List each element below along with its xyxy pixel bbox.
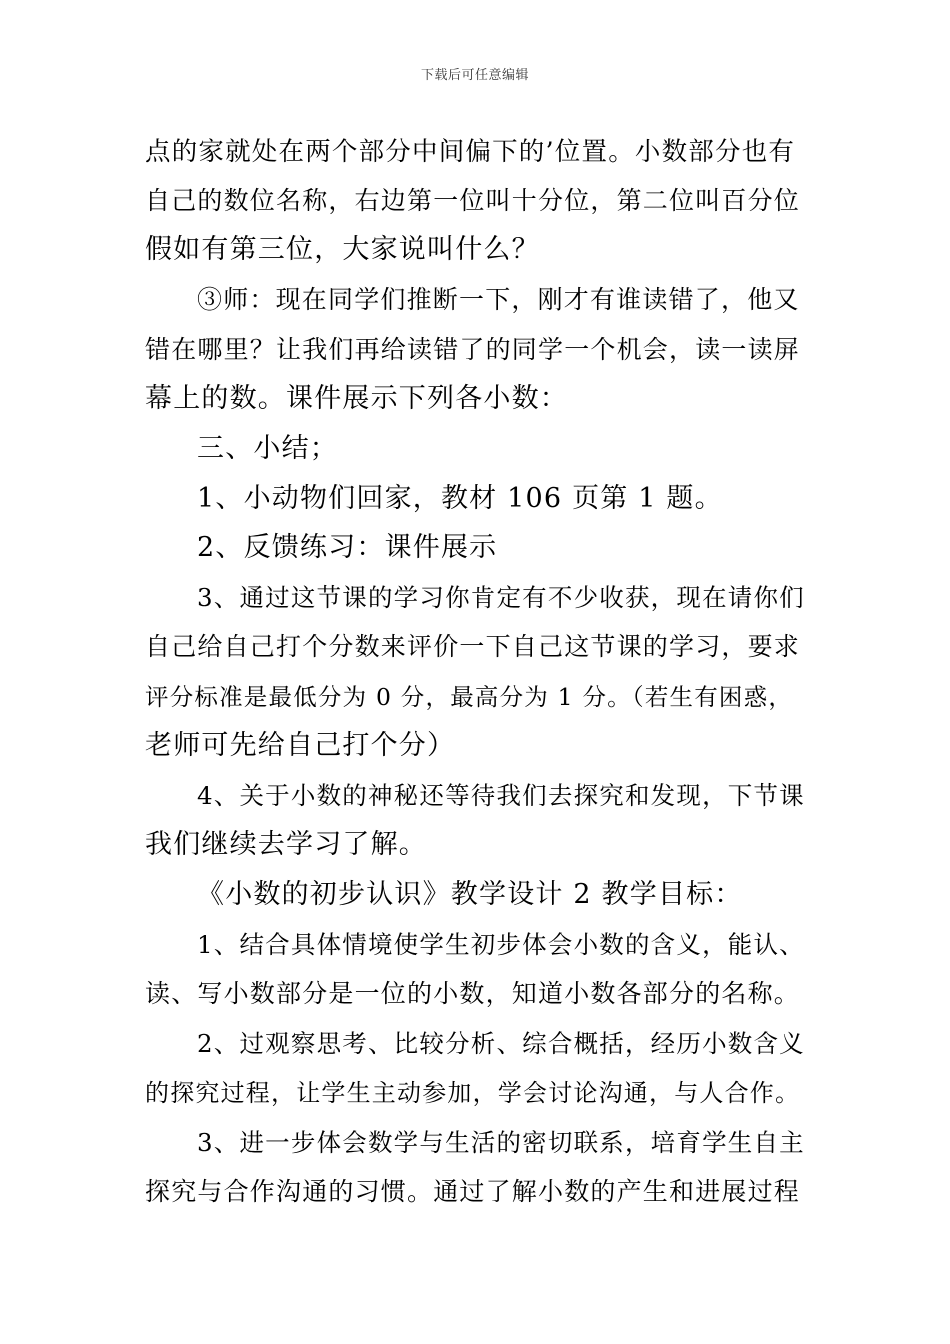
text-line: 2、反馈练习：课件展示 — [197, 532, 498, 563]
text-line: 1、结合具体情境使学生初步体会小数的含义，能认、 — [197, 930, 805, 959]
text-line: 自己给自己打个分数来评价一下自己这节课的学习，要求 — [145, 632, 801, 661]
text-line: 探究与合作沟通的习惯。通过了解小数的产生和进展过程 — [145, 1177, 801, 1206]
text-line: 假如有第三位，大家说叫什么？ — [145, 234, 540, 265]
text-line: 幕上的数。课件展示下列各小数： — [145, 383, 568, 414]
text-line: 3、通过这节课的学习你肯定有不少收获，现在请你们 — [197, 583, 805, 612]
text-line: 老师可先给自己打个分） — [145, 730, 456, 761]
text-line: 4、关于小数的神秘还等待我们去探究和发现，下节课 — [197, 781, 805, 810]
text-line: 3、进一步体会数学与生活的密切联系，培育学生自主 — [197, 1128, 805, 1157]
text-line: 错在哪里？让我们再给读错了的同学一个机会，读一读屏 — [145, 335, 801, 364]
text-line: 我们继续去学习了解。 — [145, 829, 427, 860]
text-line: 2、过观察思考、比较分析、综合概括，经历小数含义 — [197, 1029, 805, 1058]
text-line: 点的家就处在两个部分中间偏下的’位置。小数部分也有 — [145, 137, 796, 167]
text-line: ③师：现在同学们推断一下，刚才有谁读错了，他又 — [197, 285, 800, 314]
text-line: 的探究过程，让学生主动参加，学会讨论沟通，与人合作。 — [145, 1079, 801, 1107]
text-line: 读、写小数部分是一位的小数，知道小数各部分的名称。 — [145, 979, 801, 1008]
page-header: 下载后可任意编辑 — [420, 68, 529, 83]
text-line: 《小数的初步认识》教学设计 2 教学目标： — [197, 879, 743, 910]
text-line: 1、小动物们回家，教材 106 页第 1 题。 — [197, 483, 723, 514]
text-line: 评分标准是最低分为 0 分，最高分为 1 分。（若生有困惑， — [145, 683, 794, 711]
text-line: 三、小结； — [197, 433, 338, 464]
text-line: 自己的数位名称，右边第一位叫十分位，第二位叫百分位 — [145, 186, 801, 215]
